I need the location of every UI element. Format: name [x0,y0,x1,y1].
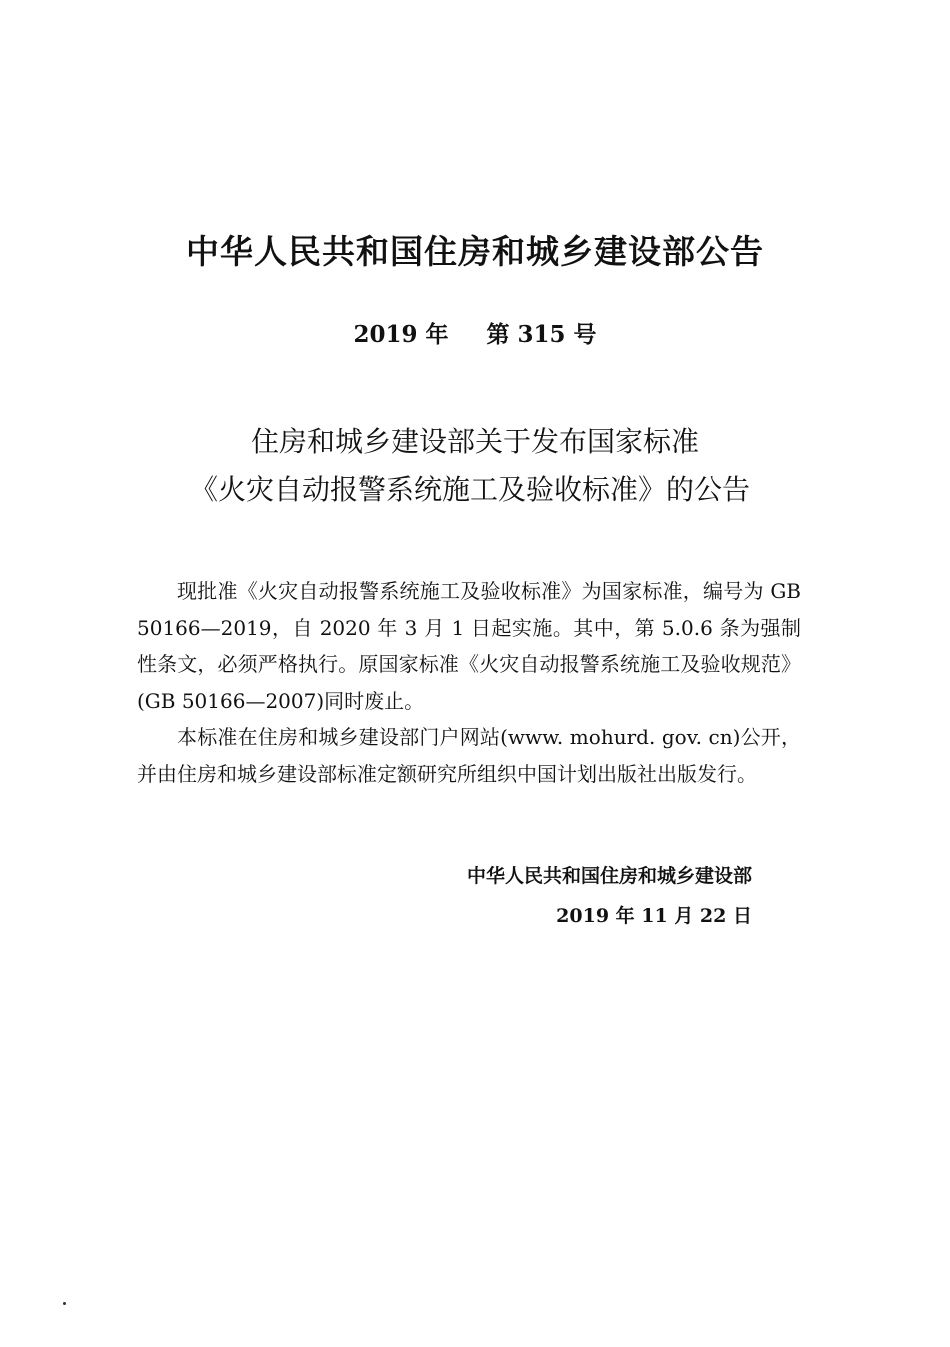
doc-serial-number: 第 315 号 [486,321,597,348]
doc-year: 2019 年 [353,321,449,348]
signature-block [467,856,752,936]
org-title: 中华人民共和国住房和城乡建设部公告 [186,232,764,271]
subject-line-1: 住房和城乡建设部关于发布国家标准 [250,425,699,458]
body-paragraph-1: 现批准《火灾自动报警系统施工及验收标准》为国家标准，编号为 GB 50166—2019，自 2020 年 3 月 1 日起实施。其中，第 5.0.6 条为强制性条文，必须严格执行。原国家标准《火灾自动报警系统施工及验收规范》(GB 50166—2007)同时废止。 [137,579,801,713]
signature-date: 2019 年 11 月 22 日 [556,905,752,927]
signature-issuer: 中华人民共和国住房和城乡建设部 [466,865,752,887]
subject-line-2: 《火灾自动报警系统施工及验收标准》的公告 [189,473,750,506]
doc-number [0,316,950,349]
body-paragraph-2: 本标准在住房和城乡建设部门户网站(www. mohurd. gov. cn)公开，并由住房和城乡建设部标准定额研究所组织中国计划出版社出版发行。 [137,725,801,786]
announcement-body [137,573,801,792]
announcement-subject [0,418,950,514]
scan-speck [63,1302,66,1305]
